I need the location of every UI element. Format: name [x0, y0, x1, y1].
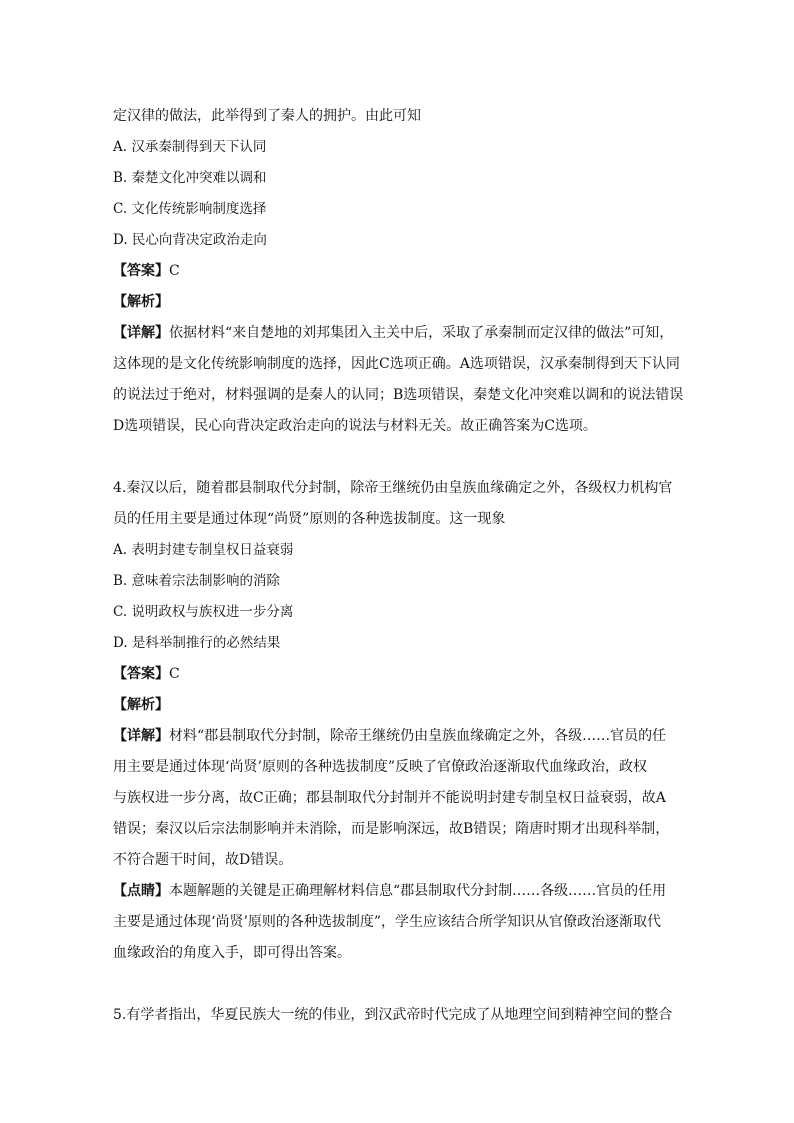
q3-option-d: D. 民心向背决定政治走向: [113, 232, 267, 248]
answer-value: C: [169, 666, 180, 682]
answer-value: C: [169, 263, 180, 279]
q3-detail-line-3: 的说法过于绝对，材料强调的是秦人的认同；B选项错误，秦楚文化冲突难以调和的说法错误: [113, 387, 684, 403]
q4-tip-line-1: [113, 876, 683, 907]
q4-stem-line-2: 员的任用主要是通过体现“尚贤”原则的各种选拔制度。这一现象: [113, 511, 506, 527]
q3-option-c: C. 文化传统影响制度选择: [113, 201, 267, 217]
q4-tip-line-3: 血缘政治的角度入手，即可得出答案。: [113, 945, 351, 961]
detail-text: 依据材料“来自楚地的刘邦集团入主关中后，采取了承秦制而定汉律的做法”可知，: [169, 325, 674, 341]
q4-detail-line-2: 用主要是通过体现‘尚贤’原则的各种选拔制度”反映了官僚政治逐渐取代血缘政治，政权: [113, 759, 648, 775]
q3-detail-line-2: 这体现的是文化传统影响制度的选择，因此C选项正确。A选项错误，汉承秦制得到天下认同: [113, 356, 680, 372]
q4-option-a: A. 表明封建专制皇权日益衰弱: [113, 542, 294, 558]
answer-tag: 【答案】: [113, 666, 169, 682]
detail-tag: 【详解】: [113, 325, 169, 341]
q4-stem-line-1: 4.秦汉以后，随着郡县制取代分封制，除帝王继统仍由皇族血缘确定之外，各级权力机构官: [113, 480, 673, 496]
tip-text: 本题解题的关键是正确理解材料信息“郡县制取代分封制……各级……官员的任用: [169, 883, 667, 899]
q3-analysis-heading: 【解析】: [113, 294, 169, 310]
q4-detail-line-3: 与族权进一步分离，故C正确；郡县制取代分封制并不能说明封建专制皇权日益衰弱，故A: [113, 790, 666, 806]
q4-tip-line-2: 主要是通过体现‘尚贤’原则的各种选拔制度”，学生应该结合所学知识从官僚政治逐渐取代: [113, 914, 662, 930]
q3-answer: [113, 256, 683, 287]
q3-option-a: A. 汉承秦制得到天下认同: [113, 139, 267, 155]
q4-option-b: B. 意味着宗法制影响的消除: [113, 573, 281, 589]
q4-option-c: C. 说明政权与族权进一步分离: [113, 604, 294, 620]
q5-stem-line-1: 5.有学者指出，华夏民族大一统的伟业，到汉武帝时代完成了从地理空间到精神空间的整合: [113, 1007, 673, 1023]
q3-option-b: B. 秦楚文化冲突难以调和: [113, 170, 267, 186]
tip-tag: 【点睛】: [113, 883, 169, 899]
document-page: [113, 101, 683, 1031]
q4-option-d: D. 是科举制推行的必然结果: [113, 635, 281, 651]
q3-detail-line-4: D选项错误，民心向背决定政治走向的说法与材料无关。故正确答案为C选项。: [113, 418, 597, 434]
spacer: [113, 442, 683, 473]
q3-detail-line-1: [113, 318, 683, 349]
q4-analysis-heading: 【解析】: [113, 697, 169, 713]
q4-detail-line-5: 不符合题干时间，故D错误。: [113, 852, 293, 868]
q4-detail-line-4: 错误；秦汉以后宗法制影响并未消除，而是影响深远，故B错误；隋唐时期才出现科举制，: [113, 821, 670, 837]
q4-detail-line-1: [113, 721, 683, 752]
spacer: [113, 969, 683, 1000]
detail-text: 材料“郡县制取代分封制，除帝王继统仍由皇族血缘确定之外，各级……官员的任: [169, 728, 667, 744]
q3-stem-continuation: 定汉律的做法，此举得到了秦人的拥护。由此可知: [113, 108, 421, 124]
answer-tag: 【答案】: [113, 263, 169, 279]
q4-answer: [113, 659, 683, 690]
detail-tag: 【详解】: [113, 728, 169, 744]
